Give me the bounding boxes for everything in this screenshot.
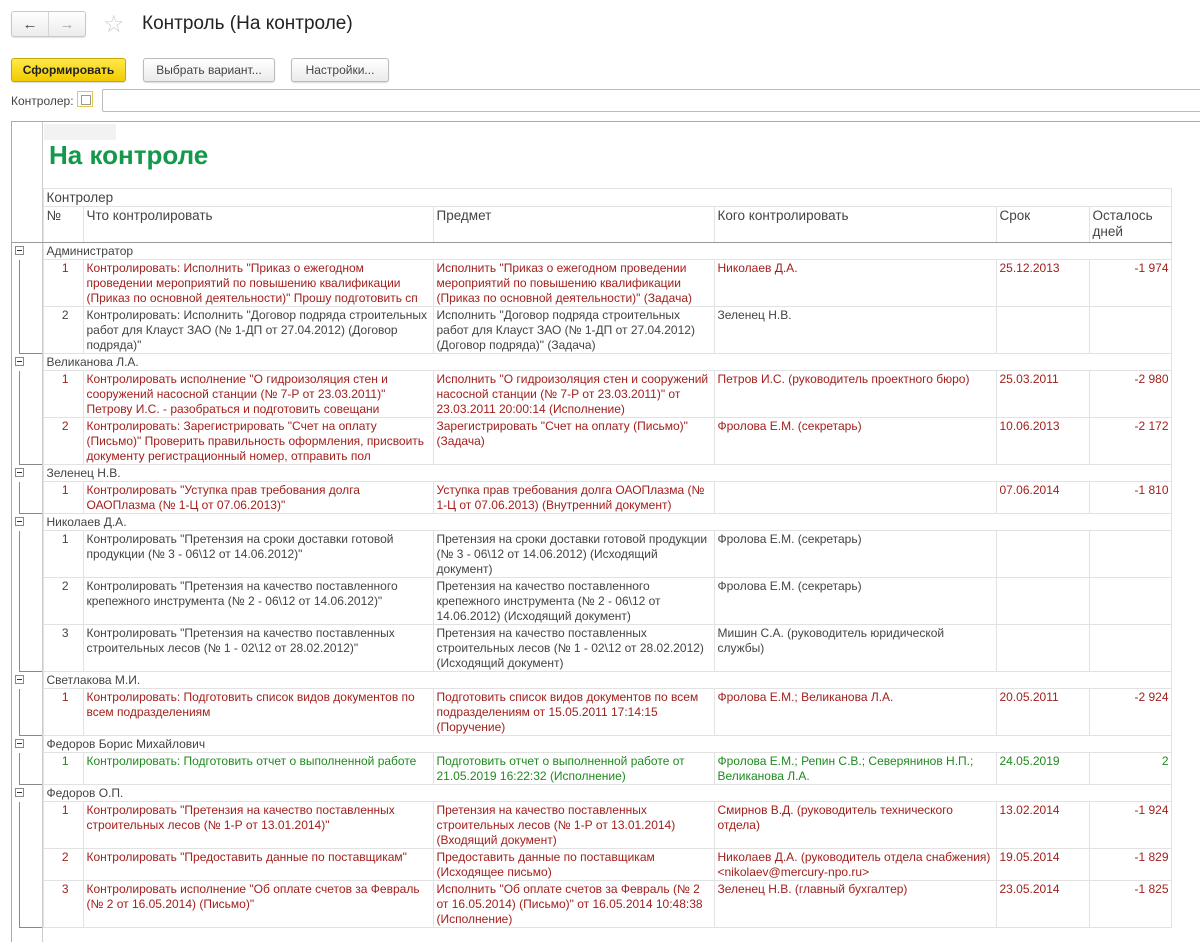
cell-who-to-control: Смирнов В.Д. (руководитель технического отдела) — [714, 802, 996, 849]
cell-row-number: 3 — [43, 881, 83, 928]
cell-deadline — [996, 531, 1089, 578]
cell-deadline: 13.02.2014 — [996, 802, 1089, 849]
cell-row-number: 3 — [43, 625, 83, 672]
cell-who-to-control: Фролова Е.М.; Репин С.В.; Северянинов Н.П.; Великанова Л.А. — [714, 753, 996, 785]
cell-subject: Исполнить "Об оплате счетов за Февраль (№ 2 от 16.05.2014) (Письмо)" от 16.05.2014 10:48:38 (Исполнение) — [433, 881, 714, 928]
cell-days-left — [1089, 307, 1171, 354]
cell-deadline: 24.05.2019 — [996, 753, 1089, 785]
column-header-row — [12, 207, 1171, 243]
table-row[interactable] — [12, 371, 1171, 418]
cell-days-left — [1089, 578, 1171, 625]
cell-deadline: 25.12.2013 — [996, 260, 1089, 307]
tree-line — [19, 578, 20, 626]
collapse-group-icon[interactable] — [15, 357, 24, 366]
group-name: Администратор — [43, 243, 1171, 260]
cell-subject: Претензия на качество поставленного крепежного инструмента (№ 2 - 06\12 от 14.06.2012) (Исходящий документ) — [433, 578, 714, 625]
navigation-buttons — [11, 11, 86, 37]
report-table — [12, 188, 1172, 928]
cell-what-to-control: Контролировать "Предоставить данные по поставщикам" — [83, 849, 433, 881]
group-name: Федоров Борис Михайлович — [43, 736, 1171, 753]
cell-row-number: 1 — [43, 260, 83, 307]
column-header-who: Кого контролировать — [714, 207, 996, 243]
tree-line — [19, 260, 20, 308]
cell-what-to-control: Контролировать: Исполнить "Договор подряда строительных работ для Клауст ЗАО (№ 1-ДП от 27.04.2012) (Договор подряда)" — [83, 307, 433, 354]
group-row — [12, 736, 1171, 753]
collapse-group-icon[interactable] — [15, 675, 24, 684]
cell-subject: Претензия на качество поставленных строительных лесов (№ 1 - 02\12 от 28.02.2012) (Исходящий документ) — [433, 625, 714, 672]
window-title: Контроль (На контроле) — [142, 13, 353, 34]
cell-what-to-control: Контролировать: Исполнить "Приказ о ежегодном проведении мероприятий по повышению квалификации (Приказ по основной деятельности)" Прошу подготовить сп — [83, 260, 433, 307]
forward-arrow-icon[interactable]: → — [48, 12, 85, 36]
cell-days-left — [1089, 531, 1171, 578]
cell-deadline — [996, 307, 1089, 354]
cell-row-number: 2 — [43, 849, 83, 881]
cell-days-left: -2 924 — [1089, 689, 1171, 736]
group-name: Светлакова М.И. — [43, 672, 1171, 689]
cell-deadline: 07.06.2014 — [996, 482, 1089, 514]
cell-deadline — [996, 578, 1089, 625]
group-name: Николаев Д.А. — [43, 514, 1171, 531]
group-row — [12, 465, 1171, 482]
table-row[interactable] — [12, 307, 1171, 354]
table-row[interactable] — [12, 482, 1171, 514]
table-row[interactable] — [12, 689, 1171, 736]
cell-what-to-control: Контролировать "Претензия на качество поставленных строительных лесов (№ 1-Р от 13.01.2014)" — [83, 802, 433, 849]
tree-line — [19, 482, 42, 514]
collapse-group-icon[interactable] — [15, 468, 24, 477]
table-row[interactable] — [12, 753, 1171, 785]
cell-row-number: 1 — [43, 802, 83, 849]
controller-filter-checkbox[interactable] — [77, 91, 93, 107]
cell-subject: Предоставить данные по поставщикам (Исходящее письмо) — [433, 849, 714, 881]
favorite-star-icon[interactable]: ☆ — [103, 11, 125, 38]
cell-row-number: 1 — [43, 531, 83, 578]
group-row — [12, 243, 1171, 260]
cell-days-left: 2 — [1089, 753, 1171, 785]
cell-what-to-control: Контролировать исполнение "О гидроизоляция стен и сооружений насосной станции (№ 7-Р от 23.03.2011)" Петрову И.С. - разобраться и подготовить совещани — [83, 371, 433, 418]
cell-what-to-control: Контролировать исполнение "Об оплате счетов за Февраль (№ 2 от 16.05.2014) (Письмо)" — [83, 881, 433, 928]
table-row[interactable] — [12, 881, 1171, 928]
table-row[interactable] — [12, 849, 1171, 881]
table-row[interactable] — [12, 260, 1171, 307]
group-name: Федоров О.П. — [43, 785, 1171, 802]
collapse-group-icon[interactable] — [15, 788, 24, 797]
cell-who-to-control: Фролова Е.М. (секретарь) — [714, 531, 996, 578]
table-row[interactable] — [12, 625, 1171, 672]
tree-line — [19, 625, 42, 672]
column-header-num: № — [43, 207, 83, 243]
cell-deadline: 25.03.2011 — [996, 371, 1089, 418]
report-title: На контроле — [49, 140, 209, 170]
cell-subject: Претензия на сроки доставки готовой продукции (№ 3 - 06\12 от 14.06.2012) (Исходящий документ) — [433, 531, 714, 578]
tree-line — [19, 753, 42, 785]
controller-filter-label: Контролер: — [11, 94, 74, 108]
cell-what-to-control: Контролировать: Подготовить список видов документов по всем подразделениям — [83, 689, 433, 736]
cell-row-number: 1 — [43, 482, 83, 514]
cell-days-left: -1 924 — [1089, 802, 1171, 849]
cell-what-to-control: Контролировать: Подготовить отчет о выполненной работе — [83, 753, 433, 785]
cell-what-to-control: Контролировать "Претензия на сроки доставки готовой продукции (№ 3 - 06\12 от 14.06.2012)" — [83, 531, 433, 578]
controller-filter-input[interactable] — [102, 89, 1200, 112]
column-header-subject: Предмет — [433, 207, 714, 243]
column-header-days-left: Осталось дней — [1089, 207, 1171, 243]
cell-what-to-control: Контролировать "Претензия на качество поставленного крепежного инструмента (№ 2 - 06\12 от 14.06.2012)" — [83, 578, 433, 625]
cell-subject: Подготовить отчет о выполненной работе от 21.05.2019 16:22:32 (Исполнение) — [433, 753, 714, 785]
cell-who-to-control: Фролова Е.М.; Великанова Л.А. — [714, 689, 996, 736]
cell-subject: Исполнить "Приказ о ежегодном проведении мероприятий по повышению квалификации (Приказ по основной деятельности)" (Задача) — [433, 260, 714, 307]
cell-who-to-control: Фролова Е.М. (секретарь) — [714, 418, 996, 465]
table-row[interactable] — [12, 531, 1171, 578]
group-header: Контролер — [43, 189, 1171, 207]
back-arrow-icon[interactable]: ← — [22, 15, 38, 33]
cell-deadline: 20.05.2011 — [996, 689, 1089, 736]
table-row[interactable] — [12, 578, 1171, 625]
cell-deadline — [996, 625, 1089, 672]
cell-who-to-control: Мишин С.А. (руководитель юридической службы) — [714, 625, 996, 672]
cell-what-to-control: Контролировать "Претензия на качество поставленных строительных лесов (№ 1 - 02\12 от 28.02.2012)" — [83, 625, 433, 672]
tree-line — [19, 307, 42, 354]
group-name: Великанова Л.А. — [43, 354, 1171, 371]
cell-who-to-control: Николаев Д.А. (руководитель отдела снабжения) <nikolaev@mercury-npo.ru> — [714, 849, 996, 881]
table-row[interactable] — [12, 802, 1171, 849]
cell-days-left: -2 980 — [1089, 371, 1171, 418]
cell-subject: Исполнить "О гидроизоляция стен и сооружений насосной станции (№ 7-Р от 23.03.2011)" от 23.03.2011 20:00:14 (Исполнение) — [433, 371, 714, 418]
cell-deadline: 23.05.2014 — [996, 881, 1089, 928]
cell-subject: Претензия на качество поставленных строительных лесов (№ 1-Р от 13.01.2014) (Входящий документ) — [433, 802, 714, 849]
tree-line — [19, 689, 42, 736]
cell-who-to-control: Николаев Д.А. — [714, 260, 996, 307]
tree-line — [19, 802, 20, 850]
column-header-what: Что контролировать — [83, 207, 433, 243]
cell-days-left — [1089, 625, 1171, 672]
select-variant-button[interactable]: Выбрать вариант... — [143, 58, 275, 82]
tree-line — [19, 849, 20, 882]
collapse-group-icon[interactable] — [15, 517, 24, 526]
cell-row-number: 1 — [43, 753, 83, 785]
cell-days-left: -1 829 — [1089, 849, 1171, 881]
tree-line — [19, 881, 42, 928]
cell-who-to-control — [714, 482, 996, 514]
cell-days-left: -1 825 — [1089, 881, 1171, 928]
table-row[interactable] — [12, 418, 1171, 465]
cell-who-to-control: Зеленец Н.В. — [714, 307, 996, 354]
cell-who-to-control: Зеленец Н.В. (главный бухгалтер) — [714, 881, 996, 928]
cell-subject: Зарегистрировать "Счет на оплату (Письмо)" (Задача) — [433, 418, 714, 465]
tree-line — [19, 531, 20, 579]
cell-row-number: 2 — [43, 307, 83, 354]
cell-who-to-control: Петров И.С. (руководитель проектного бюро) — [714, 371, 996, 418]
cell-who-to-control: Фролова Е.М. (секретарь) — [714, 578, 996, 625]
group-row — [12, 785, 1171, 802]
group-row — [12, 514, 1171, 531]
collapse-group-icon[interactable] — [15, 246, 24, 255]
column-header-deadline: Срок — [996, 207, 1089, 243]
group-row — [12, 672, 1171, 689]
cell-subject: Исполнить "Договор подряда строительных работ для Клауст ЗАО (№ 1-ДП от 27.04.2012) (Договор подряда)" (Задача) — [433, 307, 714, 354]
cell-deadline: 10.06.2013 — [996, 418, 1089, 465]
cell-days-left: -1 810 — [1089, 482, 1171, 514]
cell-row-number: 1 — [43, 371, 83, 418]
group-row — [12, 354, 1171, 371]
generate-button[interactable]: Сформировать — [11, 58, 126, 82]
report-area — [11, 121, 1200, 942]
cell-row-number: 1 — [43, 689, 83, 736]
group-name: Зеленец Н.В. — [43, 465, 1171, 482]
report-corner-cell — [44, 124, 116, 140]
settings-button[interactable]: Настройки... — [291, 58, 389, 82]
cell-what-to-control: Контролировать "Уступка прав требования долга ОАОПлазма (№ 1-Ц от 07.06.2013)" — [83, 482, 433, 514]
cell-days-left: -2 172 — [1089, 418, 1171, 465]
tree-line — [19, 418, 42, 465]
cell-deadline: 19.05.2014 — [996, 849, 1089, 881]
cell-subject: Подготовить список видов документов по всем подразделениям от 15.05.2011 17:14:15 (Поручение) — [433, 689, 714, 736]
cell-what-to-control: Контролировать: Зарегистрировать "Счет на оплату (Письмо)" Проверить правильность оформления, присвоить документу регистрационный номер, отправить пол — [83, 418, 433, 465]
cell-row-number: 2 — [43, 578, 83, 625]
cell-days-left: -1 974 — [1089, 260, 1171, 307]
collapse-group-icon[interactable] — [15, 739, 24, 748]
group-header-row — [12, 189, 1171, 207]
cell-row-number: 2 — [43, 418, 83, 465]
cell-subject: Уступка прав требования долга ОАОПлазма (№ 1-Ц от 07.06.2013) (Внутренний документ) — [433, 482, 714, 514]
tree-line — [19, 371, 20, 419]
